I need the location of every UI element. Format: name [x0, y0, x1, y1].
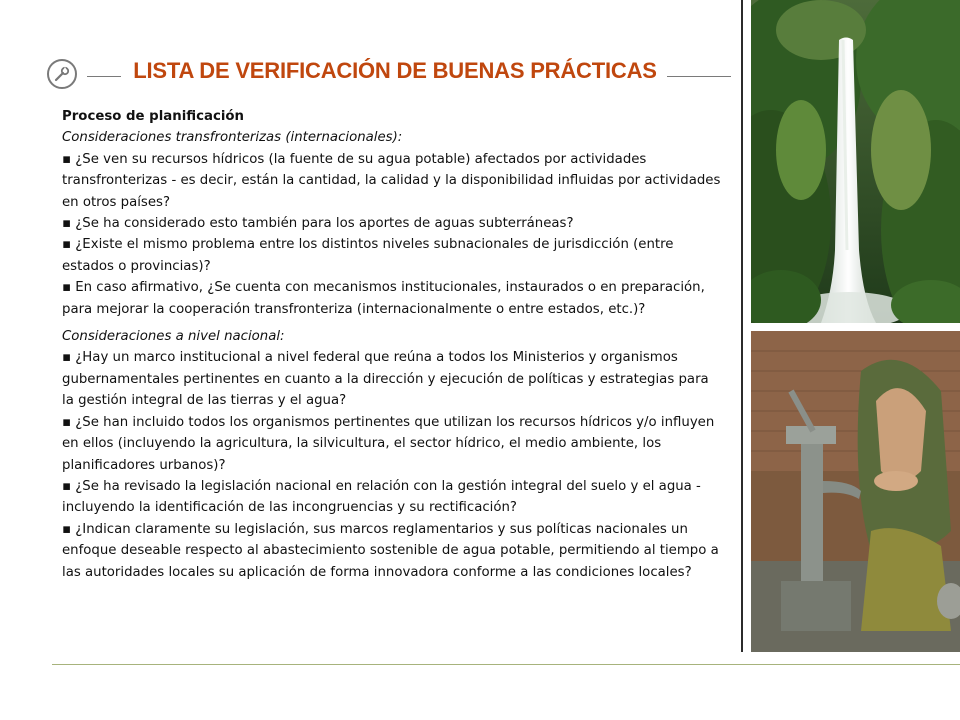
title-rule-left — [87, 76, 121, 77]
checklist-item: ▪ ¿Se ha considerado esto también para los aportes de aguas subterráneas? — [62, 216, 574, 232]
checklist-item: ▪ ¿Hay un marco institucional a nivel federal que reúna a todos los Ministerios y organismos gubernamentales pertinentes en cuanto a la dirección y ejecución de políticas y estrategias para la gestión integral de las tierras y el agua? — [62, 350, 709, 409]
checklist-item: ▪ ¿Se ven su recursos hídricos (la fuente de su agua potable) afectados por actividades transfronterizas - es decir, están la cantidad, la calidad y la disponibilidad influidas por actividades en otros países? — [62, 151, 721, 210]
checklist-item: ▪ ¿Indican claramente su legislación, sus marcos reglamentarios y sus políticas nacionales un enfoque deseable respecto al abastecimiento sostenible de agua potable, permitiendo al tiempo a las autoridades locales su aplicación de forma innovadora conforme a las condiciones locales? — [62, 521, 719, 580]
woman-water-pump-photo — [751, 331, 960, 652]
checklist-item: ▪ ¿Se han incluido todos los organismos pertinentes que utilizan los recursos hídricos y/o influyen en ellos (incluyendo la agricultura, la silvicultura, el sector hídrico, el medio ambiente, los planificadores urbanos)? — [62, 414, 715, 473]
wrench-icon — [47, 59, 77, 89]
checklist-content — [62, 106, 722, 583]
section-title: Proceso de planificación — [62, 109, 245, 124]
vertical-divider — [741, 0, 743, 652]
waterfall-photo — [751, 0, 960, 323]
checklist-item: ▪ ¿Existe el mismo problema entre los distintos niveles subnacionales de jurisdicción (entre estados o provincias)? — [62, 237, 674, 274]
page-title: LISTA DE VERIFICACIÓN DE BUENAS PRÁCTICAS — [133, 58, 657, 83]
subsection-heading-transboundary: Consideraciones transfronterizas (internacionales): — [62, 130, 403, 146]
title-rule-right — [667, 76, 731, 77]
checklist-item: ▪ En caso afirmativo, ¿Se cuenta con mecanismos institucionales, instaurados o en preparación, para mejorar la cooperación transfronteriza (internacionalmente o entre estados, etc.)? — [62, 280, 705, 317]
checklist-item: ▪ ¿Se ha revisado la legislación nacional en relación con la gestión integral del suelo y el agua - incluyendo la identificación de las incongruencias y su rectificación? — [62, 478, 701, 516]
subsection-heading-national: Consideraciones a nivel nacional: — [62, 329, 285, 345]
footer-rule — [52, 664, 960, 665]
